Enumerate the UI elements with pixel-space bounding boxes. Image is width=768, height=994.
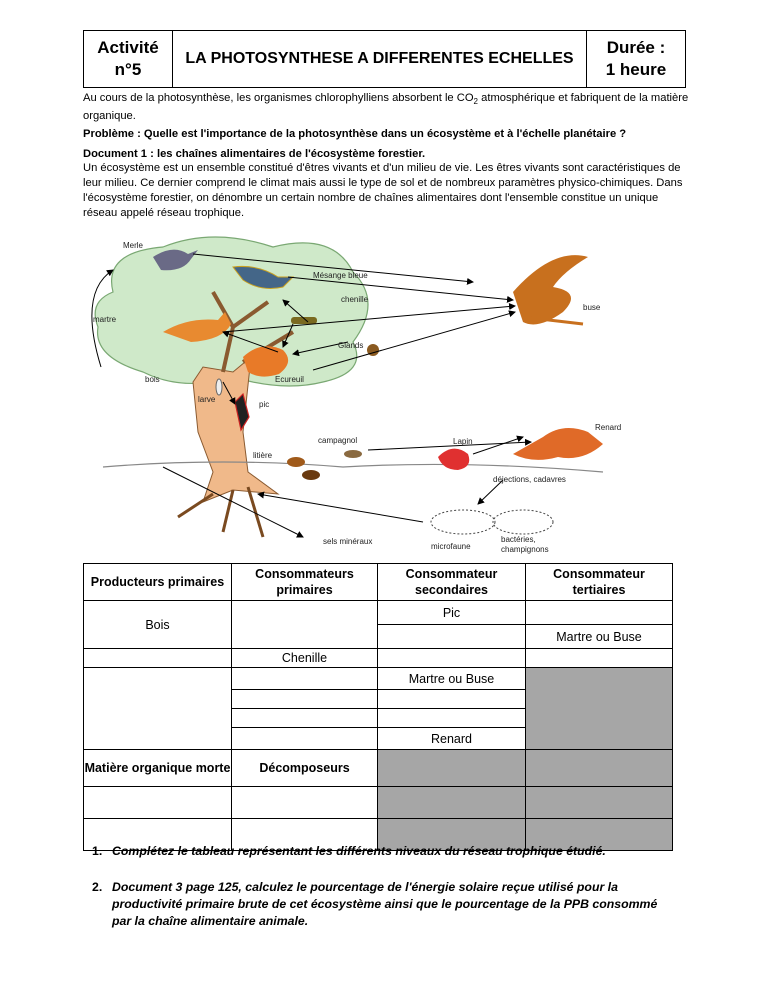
label-ecureuil: Ecureuil <box>275 375 304 384</box>
question-2 <box>92 879 672 930</box>
cell-empty[interactable] <box>84 649 232 668</box>
label-merle: Merle <box>123 241 144 250</box>
larve-icon <box>216 379 222 395</box>
cell-empty[interactable] <box>378 690 526 709</box>
header-consommateur-tertiaires: Consommateur tertiaires <box>526 564 673 601</box>
activity-number: Activité n°5 <box>84 31 173 87</box>
cell-shaded <box>526 668 673 750</box>
question-2-number: 2. <box>92 880 103 894</box>
cell-empty[interactable] <box>84 668 232 750</box>
cell-martre-buse: Martre ou Buse <box>526 625 673 649</box>
tree-foliage <box>95 237 368 386</box>
label-sels: sels minéraux <box>323 537 373 546</box>
doc1-body: Un écosystème est un ensemble constitué d'êtres vivants et d'un milieu de vie. Les êtres vivants sont caractéristiques de leur milieu. Ce dernier comprend le climat mais aussi le type de sol et de nombreux paramètres physico-chimiques. Dans l'écosystème forestier, on dénombre un certain nombre de chaînes alimentaires dont l'ensemble constitue un unique réseau appelé réseau trophique. <box>83 162 683 219</box>
question-2-text: Document 3 page 125, calculez le pourcentage de l'énergie solaire reçue utilisé pour la productivité primaire brute de cet écosystème ainsi que le pourcentage de la PPB consommé par la chaîne alimentaire animale. <box>112 880 658 928</box>
label-martre: martre <box>93 315 117 324</box>
label-litiere: litière <box>253 451 273 460</box>
intro-subscript: 2 <box>473 97 478 107</box>
header-consommateurs-primaires: Consommateurs primaires <box>232 564 378 601</box>
cell-shaded <box>378 787 526 819</box>
label-champignons: champignons <box>501 545 549 554</box>
problem-statement: Problème : Quelle est l'importance de la photosynthèse dans un écosystème et à l'échelle planétaire ? <box>83 128 627 140</box>
buse-icon <box>513 255 588 324</box>
label-mesange: Mésange bleue <box>313 271 368 280</box>
intro-text: Au cours de la photosynthèse, les organismes chlorophylliens absorbent le CO <box>83 92 474 104</box>
microfaune-icon <box>431 510 495 534</box>
cell-empty[interactable] <box>84 787 232 819</box>
label-pic: pic <box>259 400 270 409</box>
lapin-icon <box>438 449 469 470</box>
intro-text-end: atmosphérique et fabriquent de la matière organique. <box>83 92 689 123</box>
cell-empty[interactable] <box>526 601 673 625</box>
question-1-number: 1. <box>92 844 103 858</box>
cell-decomposeurs: Décomposeurs <box>232 750 378 787</box>
bacteries-icon <box>493 510 553 534</box>
cell-empty[interactable] <box>232 668 378 690</box>
label-microfaune: microfaune <box>431 542 471 551</box>
doc1-title: Document 1 : les chaînes alimentaires de l'écosystème forestier. <box>83 148 426 160</box>
header-producteurs: Producteurs primaires <box>84 564 232 601</box>
cell-empty[interactable] <box>378 649 526 668</box>
cell-empty[interactable] <box>232 728 378 750</box>
label-chenille: chenille <box>341 295 369 304</box>
cell-empty[interactable] <box>232 709 378 728</box>
question-1-text: Complétez le tableau représentant les différents niveaux du réseau trophique étudié. <box>112 844 606 858</box>
label-buse: buse <box>583 303 601 312</box>
intro-paragraph <box>83 91 693 124</box>
cell-pic: Pic <box>378 601 526 625</box>
campagnol-icon <box>344 450 362 458</box>
cell-empty[interactable] <box>378 625 526 649</box>
label-bois: bois <box>145 375 160 384</box>
label-dejections: déjections, cadavres <box>493 475 566 484</box>
question-1 <box>92 843 672 860</box>
cell-martre-buse: Martre ou Buse <box>378 668 526 690</box>
cell-shaded <box>526 787 673 819</box>
label-bacteries: bactéries, <box>501 535 536 544</box>
cell-empty[interactable] <box>378 709 526 728</box>
cell-empty[interactable] <box>232 690 378 709</box>
header-box <box>83 30 686 88</box>
trophic-table <box>83 563 673 851</box>
cell-empty[interactable] <box>526 649 673 668</box>
cell-renard: Renard <box>378 728 526 750</box>
label-renard: Renard <box>595 423 622 432</box>
label-larve: larve <box>198 395 216 404</box>
ground-line <box>103 462 603 472</box>
cell-shaded <box>526 750 673 787</box>
header-consommateur-secondaires: Consommateur secondaires <box>378 564 526 601</box>
label-campagnol: campagnol <box>318 436 358 445</box>
renard-icon <box>513 428 603 460</box>
page-title: LA PHOTOSYNTHESE A DIFFERENTES ECHELLES <box>185 50 574 67</box>
cell-bois: Bois <box>84 601 232 649</box>
food-web-figure <box>83 232 683 562</box>
duration: Durée : 1 heure <box>586 31 685 87</box>
cell-chenille: Chenille <box>232 649 378 668</box>
label-glands: Glands <box>338 341 364 350</box>
label-lapin: Lapin <box>453 437 473 446</box>
cell-matiere-organique: Matière organique morte <box>84 750 232 787</box>
cell-shaded <box>378 750 526 787</box>
cell-empty[interactable] <box>232 601 378 649</box>
cell-empty[interactable] <box>232 787 378 819</box>
